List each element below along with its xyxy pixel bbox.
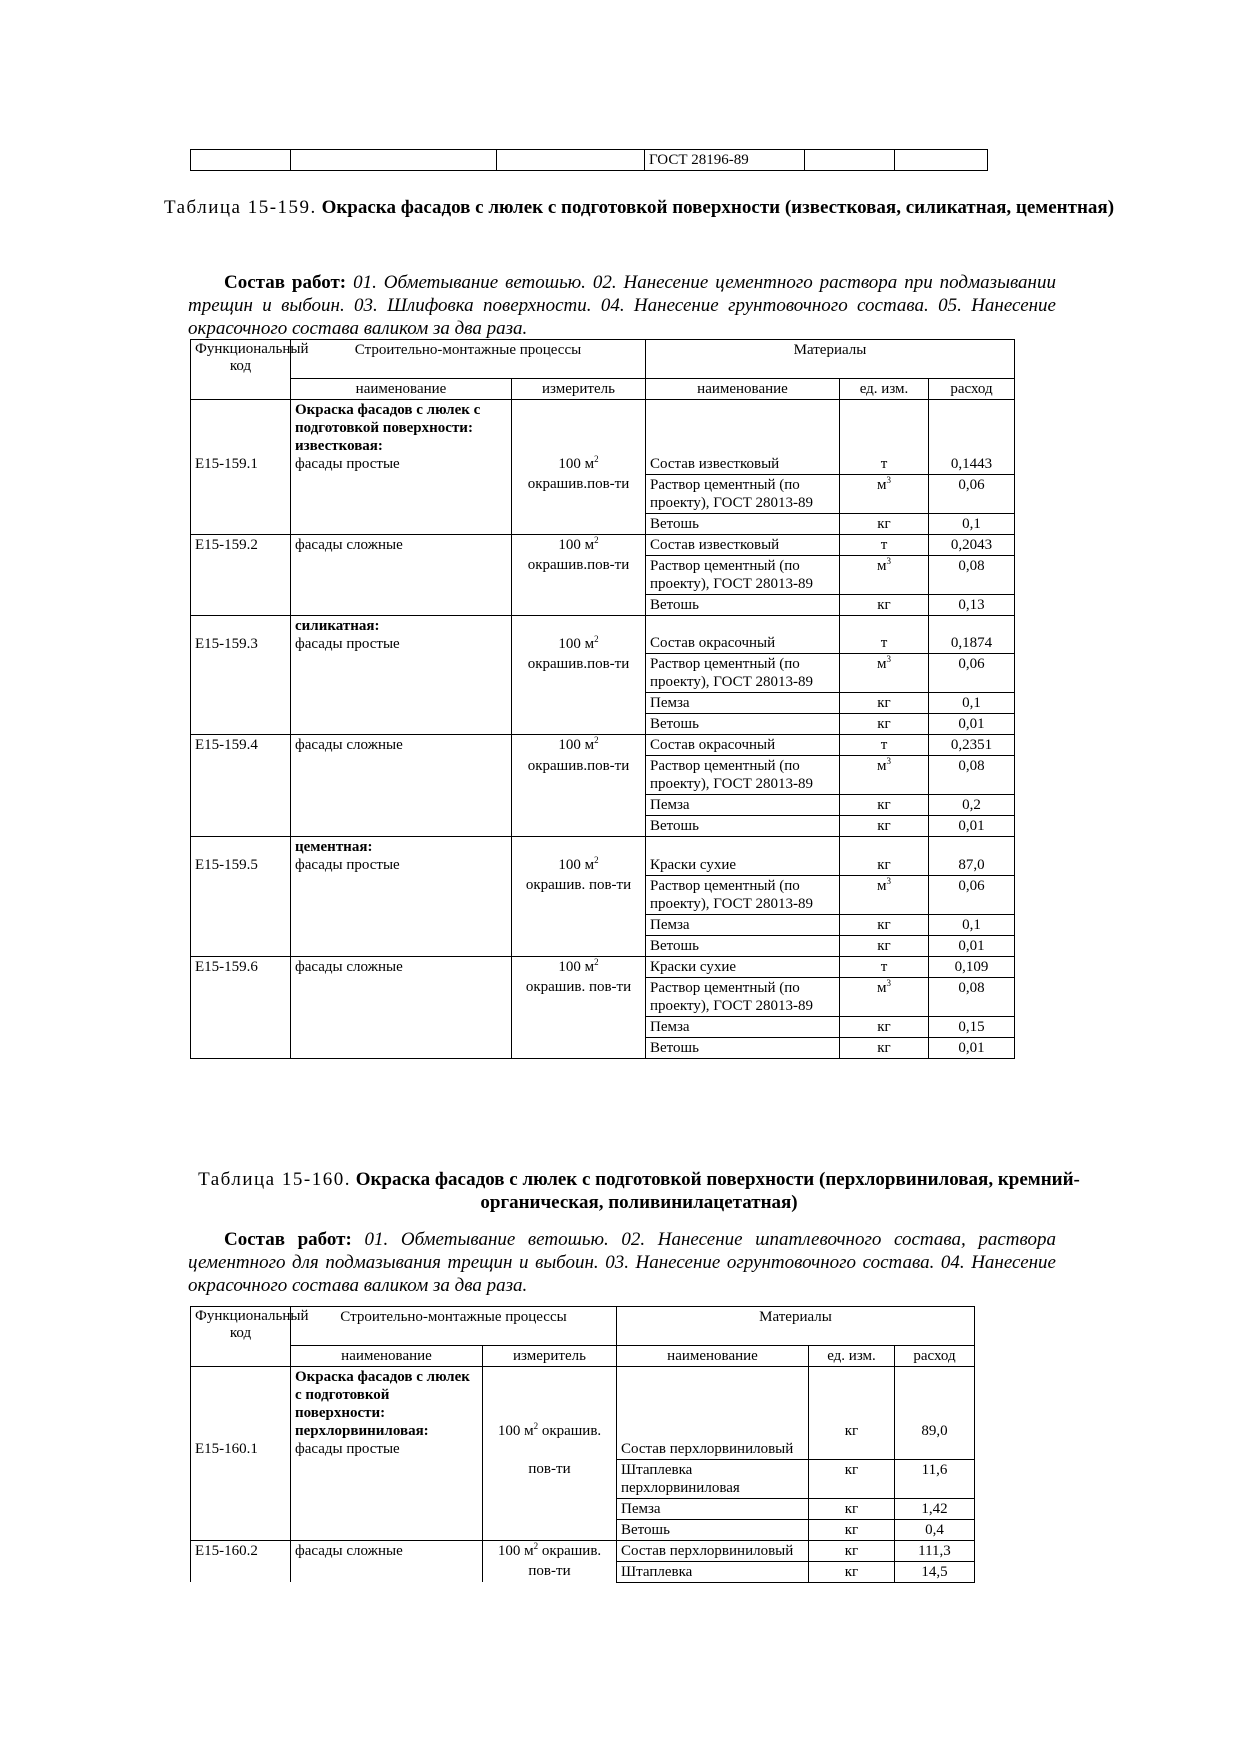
material-name: Состав окрасочный <box>646 615 840 654</box>
material-name: Состав перхлорвиниловый <box>617 1540 809 1561</box>
table-row: Е15-159.3 силикатная: фасады простые 100 $м^2$ Состав окрасочный т 0,1874 <box>191 615 1015 654</box>
composition-label: Состав работ: <box>224 1229 352 1250</box>
composition-label: Состав работ: <box>224 272 347 293</box>
material-unit: кг <box>840 914 929 935</box>
material-value: 0,08 <box>929 555 1015 594</box>
material-value: 11,6 <box>895 1459 975 1498</box>
table-row: Е15-159.2 фасады сложные 100 $м^2$ Состав известковый т 0,2043 <box>191 534 1015 555</box>
material-unit: кг <box>840 714 929 735</box>
header-code: Функциональный код <box>191 1307 291 1367</box>
material-value: 0,1 <box>929 513 1015 534</box>
row-code: Е15-159.2 <box>191 534 291 555</box>
row-name: фасады простые <box>295 857 400 873</box>
material-name: Краски сухие <box>646 837 840 876</box>
table-row: окрашив. пов-ти Раствор цементный (по проекту), ГОСТ 28013-89 $м^3$ 0,06 <box>191 875 1015 914</box>
material-unit: кг <box>840 816 929 837</box>
header-name: наименование <box>291 379 512 400</box>
material-unit: кг <box>840 795 929 816</box>
row-name: фасады простые <box>295 635 400 652</box>
material-name: Состав известковый <box>646 534 840 555</box>
row-name: фасады простые <box>295 456 400 472</box>
material-unit: м <box>877 979 887 996</box>
composition-text: 01. Обметывание ветошью. 02. Нанесение шпатлевочного состава, раствора цементного для подмазывания трещин и выбоин. 03. Нанесение огрунтовочного состава. 04. Нанесение окрасочного состава валиком за два раза. <box>188 1229 1056 1296</box>
material-name: Состав окрасочный <box>646 735 840 756</box>
table160-title: Окраска фасадов с люлек с подготовкой поверхности (перхлорвиниловая, кремний-органическая, поливинилацетатная) <box>355 1169 1080 1213</box>
table-row: окрашив.пов-ти Раствор цементный (по проекту), ГОСТ 28013-89 $м^3$ 0,06 <box>191 654 1015 693</box>
section-label: известковая: <box>295 438 383 454</box>
material-name: Раствор цементный (по проекту), ГОСТ 28013-89 <box>646 977 840 1016</box>
top-fragment-material: ГОСТ 28196-89 <box>645 150 805 171</box>
table-row: Е15-160.1 Окраска фасадов с люлек с подготовкой поверхности: перхлорвиниловая: фасады простые 100 $м^2$ окрашив. Состав перхлорвиниловый кг 89,0 <box>191 1367 975 1460</box>
material-value: 1,42 <box>895 1498 975 1519</box>
material-value: 87,0 <box>929 837 1015 876</box>
table159-caption <box>139 196 1139 219</box>
row-meter: 100 м <box>558 857 595 873</box>
material-value: 89,0 <box>895 1367 975 1460</box>
material-name: Пемза <box>617 1498 809 1519</box>
material-name: Ветошь <box>646 1037 840 1058</box>
row-meter-unit: окрашив.пов-ти <box>512 654 646 693</box>
material-unit: т <box>840 534 929 555</box>
table159-composition <box>188 271 1056 340</box>
material-unit: кг <box>840 693 929 714</box>
material-name: Штаплевка перхлорвиниловая <box>617 1459 809 1498</box>
table160-composition <box>188 1228 1056 1297</box>
row-meter-unit: окрашив.пов-ти <box>512 756 646 795</box>
row-code: Е15-159.4 <box>191 735 291 756</box>
material-value: 0,15 <box>929 1016 1015 1037</box>
row-meter-suffix: окрашив. <box>541 1423 602 1439</box>
material-unit: кг <box>809 1498 895 1519</box>
row-meter-suffix: окрашив. <box>541 1542 602 1559</box>
group-title: Окраска фасадов с люлек с подготовкой поверхности: <box>295 402 481 436</box>
table-row: окрашив. пов-ти Раствор цементный (по проекту), ГОСТ 28013-89 $м^3$ 0,08 <box>191 977 1015 1016</box>
header-mat-name: наименование <box>646 379 840 400</box>
material-value: 14,5 <box>895 1561 975 1582</box>
material-name: Пемза <box>646 1016 840 1037</box>
table-row: окрашив.пов-ти Раствор цементный (по проекту), ГОСТ 28013-89 $м^3$ 0,06 <box>191 474 1015 513</box>
table-row <box>191 1498 975 1519</box>
material-name: Раствор цементный (по проекту), ГОСТ 28013-89 <box>646 875 840 914</box>
material-value: 0,2351 <box>929 735 1015 756</box>
header-code: Функциональный код <box>191 340 291 400</box>
material-unit: т <box>840 400 929 475</box>
row-meter: 100 м <box>558 635 595 652</box>
material-value: 0,08 <box>929 977 1015 1016</box>
row-name: фасады сложные <box>291 1540 483 1561</box>
material-value: 0,2043 <box>929 534 1015 555</box>
table159-title: Окраска фасадов с люлек с подготовкой поверхности (известковая, силикатная, цементная) <box>321 197 1115 218</box>
material-unit: кг <box>809 1459 895 1498</box>
table-row <box>191 816 1015 837</box>
row-meter: 100 м <box>497 1542 534 1559</box>
table159-label: Таблица 15-159. <box>163 197 317 218</box>
header-name: наименование <box>291 1346 483 1367</box>
table-row <box>191 914 1015 935</box>
material-name: Ветошь <box>646 816 840 837</box>
table-row: Е15-159.5 цементная: фасады простые 100 $м^2$ Краски сухие кг 87,0 <box>191 837 1015 876</box>
row-meter: 100 м <box>558 456 595 472</box>
material-name: Пемза <box>646 795 840 816</box>
row-meter-unit: пов-ти <box>483 1459 617 1498</box>
material-value: 111,3 <box>895 1540 975 1561</box>
table159 <box>190 339 1015 1059</box>
row-name: фасады сложные <box>291 534 512 555</box>
material-unit: кг <box>809 1540 895 1561</box>
header-consumption: расход <box>895 1346 975 1367</box>
row-code: Е15-159.5 <box>191 837 291 876</box>
material-name: Ветошь <box>646 594 840 615</box>
material-value: 0,2 <box>929 795 1015 816</box>
material-value: 0,4 <box>895 1519 975 1540</box>
composition-text: 01. Обметывание ветошью. 02. Нанесение цементного раствора при подмазывании трещин и выбоин. 03. Шлифовка поверхности. 04. Нанесение грунтовочного состава. 05. Нанесение окрасочного состава валиком за два раза. <box>188 272 1056 339</box>
material-unit: м <box>877 656 887 672</box>
header-materials: Материалы <box>646 340 1015 379</box>
material-name: Ветошь <box>646 513 840 534</box>
material-unit: кг <box>840 594 929 615</box>
row-meter: 100 м <box>558 536 595 553</box>
table-row <box>191 1016 1015 1037</box>
table-row: окрашив.пов-ти Раствор цементный (по проекту), ГОСТ 28013-89 $м^3$ 0,08 <box>191 756 1015 795</box>
table-row <box>191 693 1015 714</box>
material-name: Краски сухие <box>646 956 840 977</box>
material-value: 0,06 <box>929 654 1015 693</box>
table160 <box>190 1306 975 1583</box>
material-value: 0,1874 <box>929 615 1015 654</box>
header-meter: измеритель <box>483 1346 617 1367</box>
material-value: 0,06 <box>929 474 1015 513</box>
material-name: Раствор цементный (по проекту), ГОСТ 28013-89 <box>646 654 840 693</box>
material-unit: кг <box>840 837 929 876</box>
row-meter: 100 м <box>558 737 595 753</box>
material-unit: м <box>877 758 887 774</box>
material-name: Раствор цементный (по проекту), ГОСТ 28013-89 <box>646 756 840 795</box>
row-code: Е15-160.1 <box>191 1367 291 1460</box>
material-value: 0,1443 <box>929 400 1015 475</box>
material-name: Состав известковый <box>646 400 840 475</box>
table-row <box>191 795 1015 816</box>
material-name: Пемза <box>646 693 840 714</box>
header-processes: Строительно-монтажные процессы <box>291 340 646 379</box>
table-row <box>191 935 1015 956</box>
section-label: перхлорвиниловая: <box>295 1423 429 1439</box>
material-name: Ветошь <box>617 1519 809 1540</box>
row-name: фасады сложные <box>291 956 512 977</box>
header-unit: ед. изм. <box>840 379 929 400</box>
material-unit: кг <box>840 935 929 956</box>
group-title: Окраска фасадов с люлек с подготовкой поверхности: <box>295 1369 470 1421</box>
header-consumption: расход <box>929 379 1015 400</box>
material-unit: м <box>877 877 887 894</box>
table-row: Е15-159.6 фасады сложные 100 $м^2$ Краски сухие т 0,109 <box>191 956 1015 977</box>
row-meter-unit: пов-ти <box>483 1561 617 1582</box>
material-name: Раствор цементный (по проекту), ГОСТ 28013-89 <box>646 555 840 594</box>
row-meter: 100 м <box>558 958 595 975</box>
row-meter-unit: окрашив.пов-ти <box>512 474 646 513</box>
header-mat-name: наименование <box>617 1346 809 1367</box>
table160-caption <box>139 1168 1139 1214</box>
material-unit: кг <box>809 1561 895 1582</box>
material-value: 0,06 <box>929 875 1015 914</box>
material-name: Ветошь <box>646 714 840 735</box>
section-label: силикатная: <box>295 617 380 634</box>
table-row <box>191 1561 975 1582</box>
material-unit: кг <box>840 1037 929 1058</box>
row-code: Е15-159.3 <box>191 615 291 654</box>
header-meter: измеритель <box>512 379 646 400</box>
table-row <box>191 714 1015 735</box>
row-meter: 100 м <box>497 1423 534 1439</box>
material-name: Пемза <box>646 914 840 935</box>
material-name: Штаплевка <box>617 1561 809 1582</box>
row-meter-unit: окрашив. пов-ти <box>512 977 646 1016</box>
header-processes: Строительно-монтажные процессы <box>291 1307 617 1346</box>
material-value: 0,1 <box>929 693 1015 714</box>
material-value: 0,1 <box>929 914 1015 935</box>
table-row <box>191 594 1015 615</box>
material-unit: м <box>877 476 887 493</box>
material-unit: кг <box>840 513 929 534</box>
table-row: Е15-160.2 фасады сложные 100 $м^2$ окрашив. Состав перхлорвиниловый кг 111,3 <box>191 1540 975 1561</box>
material-unit: т <box>840 615 929 654</box>
row-code: Е15-159.1 <box>191 400 291 475</box>
table-row: Е15-159.1 Окраска фасадов с люлек с подготовкой поверхности: известковая: фасады простые 100 $м^2$ Состав известковый т 0,1443 <box>191 400 1015 475</box>
table-row <box>191 1519 975 1540</box>
material-unit: кг <box>840 1016 929 1037</box>
header-unit: ед. изм. <box>809 1346 895 1367</box>
material-value: 0,01 <box>929 935 1015 956</box>
row-name: фасады простые <box>295 1441 400 1457</box>
table-row <box>191 1037 1015 1058</box>
top-fragment-table <box>190 149 988 171</box>
material-name: Состав перхлорвиниловый <box>617 1367 809 1460</box>
row-meter-unit: окрашив. пов-ти <box>512 875 646 914</box>
material-value: 0,08 <box>929 756 1015 795</box>
table-row <box>191 513 1015 534</box>
material-value: 0,01 <box>929 1037 1015 1058</box>
header-materials: Материалы <box>617 1307 975 1346</box>
material-unit: т <box>840 956 929 977</box>
table-row: Е15-159.4 фасады сложные 100 $м^2$ Состав окрасочный т 0,2351 <box>191 735 1015 756</box>
section-label: цементная: <box>295 839 373 855</box>
material-name: Раствор цементный (по проекту), ГОСТ 28013-89 <box>646 474 840 513</box>
material-unit: м <box>877 557 887 574</box>
material-unit: т <box>840 735 929 756</box>
row-code: Е15-159.6 <box>191 956 291 977</box>
table160-label: Таблица 15-160. <box>198 1169 351 1190</box>
material-name: Ветошь <box>646 935 840 956</box>
table-row: окрашив.пов-ти Раствор цементный (по проекту), ГОСТ 28013-89 $м^3$ 0,08 <box>191 555 1015 594</box>
material-value: 0,13 <box>929 594 1015 615</box>
material-unit: кг <box>809 1519 895 1540</box>
row-name: фасады сложные <box>291 735 512 756</box>
material-value: 0,01 <box>929 816 1015 837</box>
row-code: Е15-160.2 <box>191 1540 291 1561</box>
material-unit: кг <box>809 1367 895 1460</box>
material-value: 0,01 <box>929 714 1015 735</box>
row-meter-unit: окрашив.пов-ти <box>512 555 646 594</box>
material-value: 0,109 <box>929 956 1015 977</box>
table-row <box>191 1459 975 1498</box>
